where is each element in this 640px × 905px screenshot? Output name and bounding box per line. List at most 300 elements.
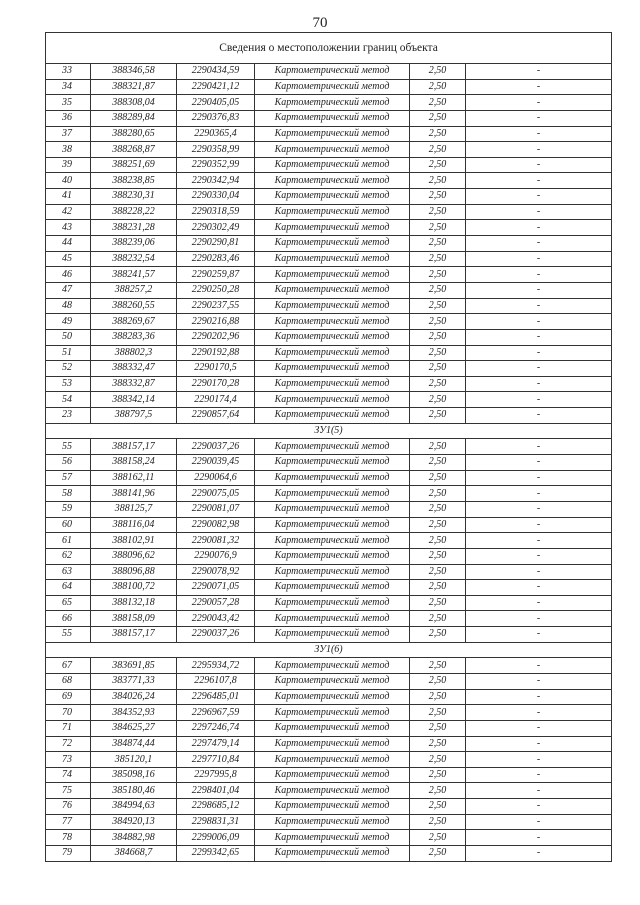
accuracy-cell: 2,50 [410,298,466,314]
point-number-cell: 51 [46,345,91,361]
x-coordinate-cell: 383771,33 [91,673,177,689]
table-row [46,361,612,377]
method-cell: Картометрический метод [255,189,410,205]
x-coordinate-cell: 388158,24 [91,455,177,471]
method-cell: Картометрический метод [255,251,410,267]
y-coordinate-cell: 2296107,8 [177,673,255,689]
y-coordinate-cell: 2290071,05 [177,580,255,596]
x-coordinate-cell: 388116,04 [91,517,177,533]
description-cell: - [466,251,612,267]
point-number-cell: 54 [46,392,91,408]
description-cell: - [466,533,612,549]
method-cell: Картометрический метод [255,548,410,564]
description-cell: - [466,204,612,220]
table-row [46,486,612,502]
method-cell: Картометрический метод [255,142,410,158]
description-cell: - [466,267,612,283]
section-row [46,423,612,439]
y-coordinate-cell: 2297246,74 [177,720,255,736]
accuracy-cell: 2,50 [410,564,466,580]
table-row [46,580,612,596]
y-coordinate-cell: 2298831,31 [177,814,255,830]
accuracy-cell: 2,50 [410,736,466,752]
table-row [46,501,612,517]
y-coordinate-cell: 2290342,94 [177,173,255,189]
method-cell: Картометрический метод [255,595,410,611]
point-number-cell: 65 [46,595,91,611]
table-row [46,408,612,424]
x-coordinate-cell: 388157,17 [91,439,177,455]
y-coordinate-cell: 2298685,12 [177,799,255,815]
y-coordinate-cell: 2290365,4 [177,126,255,142]
y-coordinate-cell: 2290037,26 [177,439,255,455]
method-cell: Картометрический метод [255,799,410,815]
x-coordinate-cell: 388241,57 [91,267,177,283]
point-number-cell: 68 [46,673,91,689]
description-cell: - [466,314,612,330]
method-cell: Картометрический метод [255,439,410,455]
description-cell: - [466,173,612,189]
x-coordinate-cell: 388308,04 [91,95,177,111]
table-row [46,298,612,314]
y-coordinate-cell: 2290318,59 [177,204,255,220]
accuracy-cell: 2,50 [410,251,466,267]
x-coordinate-cell: 388238,85 [91,173,177,189]
y-coordinate-cell: 2290076,9 [177,548,255,564]
accuracy-cell: 2,50 [410,392,466,408]
description-cell: - [466,720,612,736]
x-coordinate-cell: 385180,46 [91,783,177,799]
y-coordinate-cell: 2290043,42 [177,611,255,627]
method-cell: Картометрический метод [255,752,410,768]
point-number-cell: 74 [46,767,91,783]
x-coordinate-cell: 388251,69 [91,157,177,173]
accuracy-cell: 2,50 [410,470,466,486]
table-row [46,470,612,486]
method-cell: Картометрический метод [255,564,410,580]
table-row [46,173,612,189]
description-cell: - [466,236,612,252]
description-cell: - [466,611,612,627]
description-cell: - [466,517,612,533]
point-number-cell: 79 [46,846,91,862]
point-number-cell: 23 [46,408,91,424]
x-coordinate-cell: 388096,62 [91,548,177,564]
table-row [46,142,612,158]
accuracy-cell: 2,50 [410,376,466,392]
table-row [46,658,612,674]
point-number-cell: 33 [46,64,91,80]
point-number-cell: 70 [46,705,91,721]
x-coordinate-cell: 388228,22 [91,204,177,220]
y-coordinate-cell: 2297995,8 [177,767,255,783]
accuracy-cell: 2,50 [410,439,466,455]
table-row [46,783,612,799]
method-cell: Картометрический метод [255,501,410,517]
y-coordinate-cell: 2290064,6 [177,470,255,486]
table-row [46,846,612,862]
method-cell: Картометрический метод [255,689,410,705]
accuracy-cell: 2,50 [410,329,466,345]
y-coordinate-cell: 2290421,12 [177,79,255,95]
table-row [46,595,612,611]
x-coordinate-cell: 388321,87 [91,79,177,95]
accuracy-cell: 2,50 [410,767,466,783]
table-row [46,251,612,267]
y-coordinate-cell: 2290237,55 [177,298,255,314]
y-coordinate-cell: 2290170,5 [177,361,255,377]
description-cell: - [466,64,612,80]
description-cell: - [466,439,612,455]
y-coordinate-cell: 2290330,04 [177,189,255,205]
y-coordinate-cell: 2297710,84 [177,752,255,768]
x-coordinate-cell: 384625,27 [91,720,177,736]
accuracy-cell: 2,50 [410,79,466,95]
x-coordinate-cell: 388100,72 [91,580,177,596]
method-cell: Картометрический метод [255,267,410,283]
method-cell: Картометрический метод [255,408,410,424]
table-row [46,548,612,564]
accuracy-cell: 2,50 [410,752,466,768]
description-cell: - [466,486,612,502]
point-number-cell: 72 [46,736,91,752]
table-row [46,126,612,142]
table-row [46,705,612,721]
table-row [46,95,612,111]
description-cell: - [466,564,612,580]
method-cell: Картометрический метод [255,470,410,486]
description-cell: - [466,548,612,564]
method-cell: Картометрический метод [255,580,410,596]
method-cell: Картометрический метод [255,658,410,674]
method-cell: Картометрический метод [255,783,410,799]
x-coordinate-cell: 384352,93 [91,705,177,721]
accuracy-cell: 2,50 [410,517,466,533]
section-label: ЗУ1(5) [46,423,612,439]
description-cell: - [466,658,612,674]
point-number-cell: 61 [46,533,91,549]
table-row [46,627,612,643]
point-number-cell: 59 [46,501,91,517]
description-cell: - [466,595,612,611]
description-cell: - [466,361,612,377]
y-coordinate-cell: 2290202,96 [177,329,255,345]
y-coordinate-cell: 2290283,46 [177,251,255,267]
y-coordinate-cell: 2290857,64 [177,408,255,424]
point-number-cell: 49 [46,314,91,330]
accuracy-cell: 2,50 [410,157,466,173]
method-cell: Картометрический метод [255,627,410,643]
method-cell: Картометрический метод [255,329,410,345]
y-coordinate-cell: 2299342,65 [177,846,255,862]
point-number-cell: 55 [46,439,91,455]
method-cell: Картометрический метод [255,236,410,252]
table-row [46,345,612,361]
x-coordinate-cell: 385120,1 [91,752,177,768]
table-row [46,673,612,689]
y-coordinate-cell: 2290259,87 [177,267,255,283]
accuracy-cell: 2,50 [410,110,466,126]
method-cell: Картометрический метод [255,830,410,846]
y-coordinate-cell: 2297479,14 [177,736,255,752]
method-cell: Картометрический метод [255,64,410,80]
y-coordinate-cell: 2290037,26 [177,627,255,643]
point-number-cell: 78 [46,830,91,846]
y-coordinate-cell: 2298401,04 [177,783,255,799]
description-cell: - [466,705,612,721]
y-coordinate-cell: 2290216,88 [177,314,255,330]
x-coordinate-cell: 388232,54 [91,251,177,267]
description-cell: - [466,79,612,95]
accuracy-cell: 2,50 [410,361,466,377]
point-number-cell: 40 [46,173,91,189]
x-coordinate-cell: 388125,7 [91,501,177,517]
description-cell: - [466,282,612,298]
y-coordinate-cell: 2290075,05 [177,486,255,502]
method-cell: Картометрический метод [255,455,410,471]
x-coordinate-cell: 388342,14 [91,392,177,408]
point-number-cell: 50 [46,329,91,345]
point-number-cell: 35 [46,95,91,111]
method-cell: Картометрический метод [255,157,410,173]
point-number-cell: 48 [46,298,91,314]
x-coordinate-cell: 388260,55 [91,298,177,314]
point-number-cell: 66 [46,611,91,627]
point-number-cell: 47 [46,282,91,298]
accuracy-cell: 2,50 [410,846,466,862]
table-row [46,767,612,783]
y-coordinate-cell: 2290250,28 [177,282,255,298]
method-cell: Картометрический метод [255,204,410,220]
x-coordinate-cell: 385098,16 [91,767,177,783]
table-row [46,204,612,220]
point-number-cell: 73 [46,752,91,768]
y-coordinate-cell: 2296485,01 [177,689,255,705]
table-title: Сведения о местоположении границ объекта [46,33,612,64]
x-coordinate-cell: 388102,91 [91,533,177,549]
accuracy-cell: 2,50 [410,345,466,361]
description-cell: - [466,392,612,408]
table-row [46,799,612,815]
point-number-cell: 41 [46,189,91,205]
y-coordinate-cell: 2290302,49 [177,220,255,236]
table-row [46,736,612,752]
point-number-cell: 58 [46,486,91,502]
x-coordinate-cell: 384026,24 [91,689,177,705]
table-row [46,830,612,846]
accuracy-cell: 2,50 [410,126,466,142]
accuracy-cell: 2,50 [410,189,466,205]
description-cell: - [466,846,612,862]
page-number: 70 [312,15,328,31]
y-coordinate-cell: 2290174,4 [177,392,255,408]
point-number-cell: 63 [46,564,91,580]
x-coordinate-cell: 388239,06 [91,236,177,252]
y-coordinate-cell: 2290405,05 [177,95,255,111]
description-cell: - [466,376,612,392]
description-cell: - [466,627,612,643]
method-cell: Картометрический метод [255,486,410,502]
table-row [46,439,612,455]
x-coordinate-cell: 388269,67 [91,314,177,330]
x-coordinate-cell: 388158,09 [91,611,177,627]
x-coordinate-cell: 384994,63 [91,799,177,815]
description-cell: - [466,95,612,111]
method-cell: Картометрический метод [255,611,410,627]
accuracy-cell: 2,50 [410,783,466,799]
x-coordinate-cell: 388162,11 [91,470,177,486]
point-number-cell: 77 [46,814,91,830]
method-cell: Картометрический метод [255,705,410,721]
description-cell: - [466,142,612,158]
accuracy-cell: 2,50 [410,705,466,721]
table-row [46,314,612,330]
method-cell: Картометрический метод [255,814,410,830]
x-coordinate-cell: 388797,5 [91,408,177,424]
accuracy-cell: 2,50 [410,267,466,283]
x-coordinate-cell: 388157,17 [91,627,177,643]
point-number-cell: 76 [46,799,91,815]
x-coordinate-cell: 388802,3 [91,345,177,361]
method-cell: Картометрический метод [255,376,410,392]
description-cell: - [466,752,612,768]
accuracy-cell: 2,50 [410,64,466,80]
y-coordinate-cell: 2296967,59 [177,705,255,721]
x-coordinate-cell: 384668,7 [91,846,177,862]
point-number-cell: 36 [46,110,91,126]
table-row [46,689,612,705]
description-cell: - [466,799,612,815]
x-coordinate-cell: 384920,13 [91,814,177,830]
description-cell: - [466,329,612,345]
y-coordinate-cell: 2290352,99 [177,157,255,173]
description-cell: - [466,298,612,314]
description-cell: - [466,470,612,486]
table-row [46,564,612,580]
y-coordinate-cell: 2290170,28 [177,376,255,392]
point-number-cell: 71 [46,720,91,736]
accuracy-cell: 2,50 [410,533,466,549]
description-cell: - [466,736,612,752]
x-coordinate-cell: 384874,44 [91,736,177,752]
x-coordinate-cell: 388141,96 [91,486,177,502]
description-cell: - [466,580,612,596]
point-number-cell: 38 [46,142,91,158]
table-row [46,79,612,95]
description-cell: - [466,408,612,424]
method-cell: Картометрический метод [255,298,410,314]
table-row [46,110,612,126]
table-row [46,282,612,298]
accuracy-cell: 2,50 [410,455,466,471]
accuracy-cell: 2,50 [410,611,466,627]
table-row [46,376,612,392]
boundary-table [45,32,612,862]
y-coordinate-cell: 2290434,59 [177,64,255,80]
y-coordinate-cell: 2290290,81 [177,236,255,252]
section-label: ЗУ1(6) [46,642,612,658]
point-number-cell: 39 [46,157,91,173]
table-row [46,517,612,533]
method-cell: Картометрический метод [255,720,410,736]
y-coordinate-cell: 2290078,92 [177,564,255,580]
x-coordinate-cell: 388268,87 [91,142,177,158]
accuracy-cell: 2,50 [410,204,466,220]
point-number-cell: 57 [46,470,91,486]
x-coordinate-cell: 384882,98 [91,830,177,846]
accuracy-cell: 2,50 [410,830,466,846]
method-cell: Картометрический метод [255,126,410,142]
point-number-cell: 56 [46,455,91,471]
x-coordinate-cell: 383691,85 [91,658,177,674]
x-coordinate-cell: 388283,36 [91,329,177,345]
point-number-cell: 43 [46,220,91,236]
accuracy-cell: 2,50 [410,486,466,502]
point-number-cell: 37 [46,126,91,142]
point-number-cell: 64 [46,580,91,596]
table-row [46,64,612,80]
section-row [46,642,612,658]
x-coordinate-cell: 388132,18 [91,595,177,611]
table-row [46,267,612,283]
description-cell: - [466,455,612,471]
accuracy-cell: 2,50 [410,720,466,736]
description-cell: - [466,673,612,689]
y-coordinate-cell: 2290358,99 [177,142,255,158]
accuracy-cell: 2,50 [410,173,466,189]
method-cell: Картометрический метод [255,345,410,361]
method-cell: Картометрический метод [255,736,410,752]
description-cell: - [466,814,612,830]
point-number-cell: 69 [46,689,91,705]
y-coordinate-cell: 2290039,45 [177,455,255,471]
point-number-cell: 42 [46,204,91,220]
table-row [46,329,612,345]
table-row [46,220,612,236]
description-cell: - [466,783,612,799]
method-cell: Картометрический метод [255,95,410,111]
description-cell: - [466,501,612,517]
description-cell: - [466,189,612,205]
point-number-cell: 55 [46,627,91,643]
method-cell: Картометрический метод [255,517,410,533]
point-number-cell: 46 [46,267,91,283]
x-coordinate-cell: 388280,65 [91,126,177,142]
accuracy-cell: 2,50 [410,799,466,815]
point-number-cell: 53 [46,376,91,392]
accuracy-cell: 2,50 [410,814,466,830]
method-cell: Картометрический метод [255,314,410,330]
y-coordinate-cell: 2290376,83 [177,110,255,126]
y-coordinate-cell: 2290057,28 [177,595,255,611]
x-coordinate-cell: 388332,47 [91,361,177,377]
method-cell: Картометрический метод [255,533,410,549]
description-cell: - [466,110,612,126]
y-coordinate-cell: 2290081,07 [177,501,255,517]
accuracy-cell: 2,50 [410,548,466,564]
x-coordinate-cell: 388096,88 [91,564,177,580]
x-coordinate-cell: 388231,28 [91,220,177,236]
description-cell: - [466,157,612,173]
description-cell: - [466,830,612,846]
point-number-cell: 34 [46,79,91,95]
accuracy-cell: 2,50 [410,580,466,596]
accuracy-cell: 2,50 [410,142,466,158]
table-row [46,157,612,173]
accuracy-cell: 2,50 [410,673,466,689]
x-coordinate-cell: 388346,58 [91,64,177,80]
accuracy-cell: 2,50 [410,95,466,111]
